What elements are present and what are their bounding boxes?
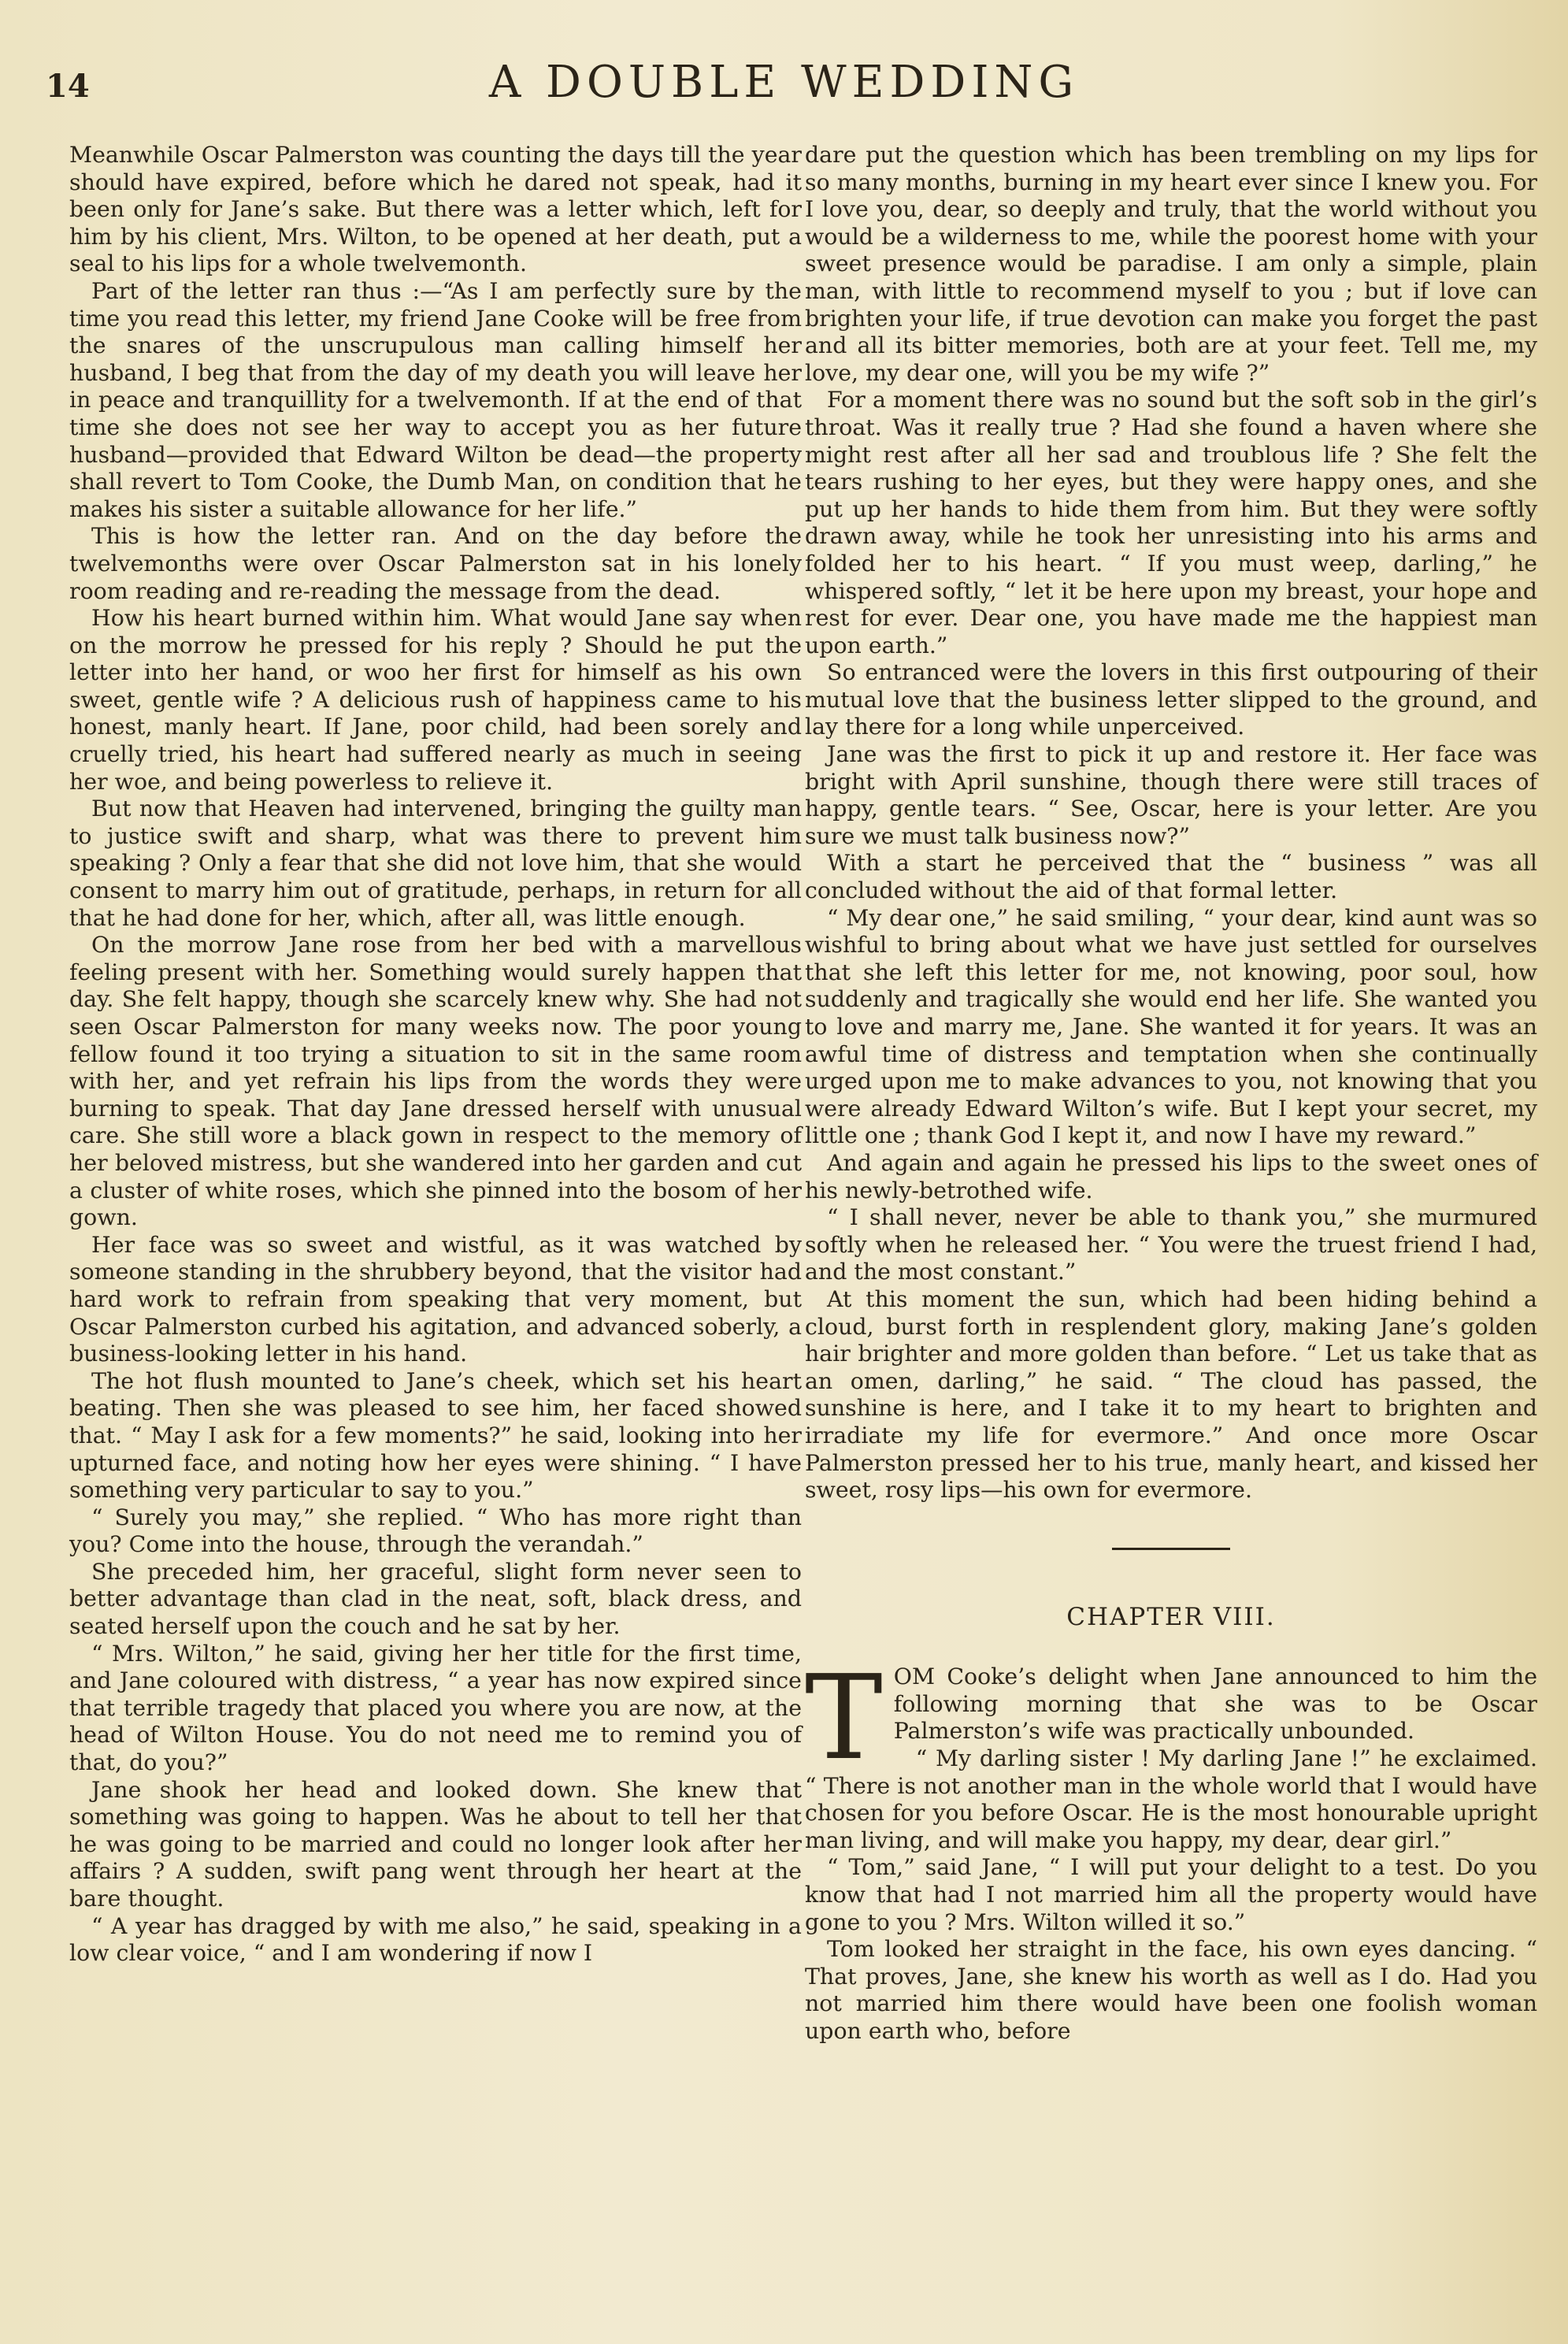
paragraph: “ I shall never, never be able to thank you,” she murmured softly when he released her. “ You were the truest friend I had, and the most constant.”	[805, 1204, 1537, 1285]
section-divider	[1112, 1548, 1230, 1550]
paragraph: At this moment the sun, which had been hiding behind a cloud, burst forth in resplendent glory, making Jane’s golden hair brighter and more golden than before. “ Let us take that as an omen, darling,” he said. “ The cloud has passed, the sunshine is here, and I take it to my heart to brighten and irradiate my life for evermore.” And once more Oscar Palmerston pressed her to his true, manly heart, and kissed her sweet, rosy lips—his own for evermore.	[805, 1285, 1537, 1504]
paragraph: dare put the question which has been trembling on my lips for so many months, burning in my heart ever since I knew you. For I love you, dear, so deeply and truly, that the world without you would be a wilderness to me, while the poorest home with your sweet presence would be paradise. I am only a simple, plain man, with little to recommend myself to you ; but if love can brighten your life, if true devotion can make you forget the past and all its bitter memories, both are at your feet. Tell me, my love, my dear one, will you be my wife ?”	[805, 142, 1537, 386]
running-title: A DOUBLE WEDDING	[488, 57, 1080, 108]
paragraph: Meanwhile Oscar Palmerston was counting the days till the year should have expired, before which he dared not speak, had it been only for Jane’s sake. But there was a letter which, left for him by his client, Mrs. Wilton, to be opened at her death, put a seal to his lips for a whole twelvemonth.	[69, 142, 802, 277]
paragraph: “ Surely you may,” she replied. “ Who has more right than you? Come into the house, through the verandah.”	[69, 1504, 802, 1558]
left-column	[69, 142, 802, 1968]
chapter-heading: CHAPTER VIII.	[1066, 1602, 1276, 1631]
paragraph: How his heart burned within him. What would Jane say when on the morrow he pressed for his reply ? Should he put the letter into her hand, or woo her first for himself as his own sweet, gentle wife ? A delicious rush of happiness came to his honest, manly heart. If Jane, poor child, had been sorely and cruelly tried, his heart had suffered nearly as much in seeing her woe, and being powerless to relieve it.	[69, 605, 802, 795]
paragraph: She preceded him, her graceful, slight form never seen to better advantage than clad in the neat, soft, black dress, and seated herself upon the couch and he sat by her.	[69, 1558, 802, 1640]
page-number: 14	[46, 68, 90, 105]
paragraph: “ Tom,” said Jane, “ I will put your delight to a test. Do you know that had I not married him all the property would have gone to you ? Mrs. Wilton willed it so.”	[805, 1854, 1537, 1935]
paragraph: Her face was so sweet and wistful, as it was watched by someone standing in the shrubbery beyond, that the visitor had hard work to refrain from speaking that very moment, but Oscar Palmerston curbed his agitation, and advanced soberly, a business-looking letter in his hand.	[69, 1231, 802, 1367]
paragraph: The hot flush mounted to Jane’s cheek, which set his heart beating. Then she was pleased to see him, her faced showed that. “ May I ask for a few moments?” he said, looking into her upturned face, and noting how her eyes were shining. “ I have something very particular to say to you.”	[69, 1367, 802, 1504]
paragraph: Tom looked her straight in the face, his own eyes dancing. “ That proves, Jane, she knew his worth as well as I do. Had you not married him there would have been one foolish woman upon earth who, before	[805, 1936, 1537, 2044]
paragraph: And again and again he pressed his lips to the sweet ones of his newly-betrothed wife.	[805, 1149, 1537, 1204]
paragraph: So entranced were the lovers in this first outpouring of their mutual love that the business letter slipped to the ground, and lay there for a long while unperceived.	[805, 659, 1537, 740]
paragraph: On the morrow Jane rose from her bed with a marvellous feeling present with her. Something would surely happen that day. She felt happy, though she scarcely knew why. She had not seen Oscar Palmerston for many weeks now. The poor young fellow found it too trying a situation to sit in the same room with her, and yet refrain his lips from the words they were burning to speak. That day Jane dressed herself with unusual care. She still wore a black gown in respect to the memory of her beloved mistress, but she wandered into her garden and cut a cluster of white roses, which she pinned into the bosom of her gown.	[69, 932, 802, 1231]
paragraph: With a start he perceived that the “ business ” was all concluded without the aid of that formal letter.	[805, 850, 1537, 904]
drop-cap: T	[805, 1650, 883, 1786]
paragraph: “ A year has dragged by with me also,” he said, speaking in a low clear voice, “ and I am wondering if now I	[69, 1912, 802, 1967]
right-column	[805, 142, 1537, 2045]
paragraph: “ Mrs. Wilton,” he said, giving her her title for the first time, and Jane coloured with distress, “ a year has now expired since that terrible tragedy that placed you where you are now, at the head of Wilton House. You do not need me to remind you of that, do you?”	[69, 1640, 802, 1776]
chapter-body	[805, 1650, 1537, 2045]
paragraph: For a moment there was no sound but the soft sob in the girl’s throat. Was it really true ? Had she found a haven where she might rest after all her sad and troublous life ? She felt the tears rushing to her eyes, but they were happy ones, and she put up her hands to hide them from him. But they were softly drawn away, while he took her unresisting into his arms and folded her to his heart. “ If you must weep, darling,” he whispered softly, “ let it be here upon my breast, your hope and rest for ever. Dear one, you have made me the happiest man upon earth.”	[805, 387, 1537, 658]
page-header	[46, 57, 1522, 120]
paragraph: Part of the letter ran thus :—“As I am perfectly sure by the time you read this letter, my friend Jane Cooke will be free from the snares of the unscrupulous man calling himself her husband, I beg that from the day of my death you will leave her in peace and tranquillity for a twelvemonth. If at the end of that time she does not see her way to accept you as her future husband—provided that Edward Wilton be dead—the property shall revert to Tom Cooke, the Dumb Man, on condition that he makes his sister a suitable allowance for her life.”	[69, 277, 802, 522]
paragraph: OM Cooke’s delight when Jane announced to him the following morning that she was to be Oscar Palmerston’s wife was practically unbounded.	[893, 1663, 1537, 1745]
paragraph: “ My darling sister ! My darling Jane !” he exclaimed. “ There is not another man in the whole world that I would have chosen for you before Oscar. He is the most honourable upright man living, and will make you happy, my dear, dear girl.”	[805, 1745, 1537, 1853]
paragraph: This is how the letter ran. And on the day before the twelvemonths were over Oscar Palmerston sat in his lonely room reading and re-reading the message from the dead.	[69, 523, 802, 604]
paragraph: “ My dear one,” he said smiling, “ your dear, kind aunt was so wishful to bring about what we have just settled for ourselves that she left this letter for me, not knowing, poor soul, how suddenly and tragically she would end her life. She wanted you to love and marry me, Jane. She wanted it for years. It was an awful time of distress and temptation when she continually urged upon me to make advances to you, not knowing that you were already Edward Wilton’s wife. But I kept your secret, my little one ; thank God I kept it, and now I have my reward.”	[805, 904, 1537, 1149]
paragraph: Jane shook her head and looked down. She knew that something was going to happen. Was he about to tell her that he was going to be married and could no longer look after her affairs ? A sudden, swift pang went through her heart at the bare thought.	[69, 1776, 802, 1912]
paragraph: But now that Heaven had intervened, bringing the guilty man to justice swift and sharp, what was there to prevent him speaking ? Only a fear that she did not love him, that she would consent to marry him out of gratitude, perhaps, in return for all that he had done for her, which, after all, was little enough.	[69, 796, 802, 931]
paragraph: Jane was the first to pick it up and restore it. Her face was bright with April sunshine, though there were still traces of happy, gentle tears. “ See, Oscar, here is your letter. Are you sure we must talk business now?”	[805, 741, 1537, 849]
